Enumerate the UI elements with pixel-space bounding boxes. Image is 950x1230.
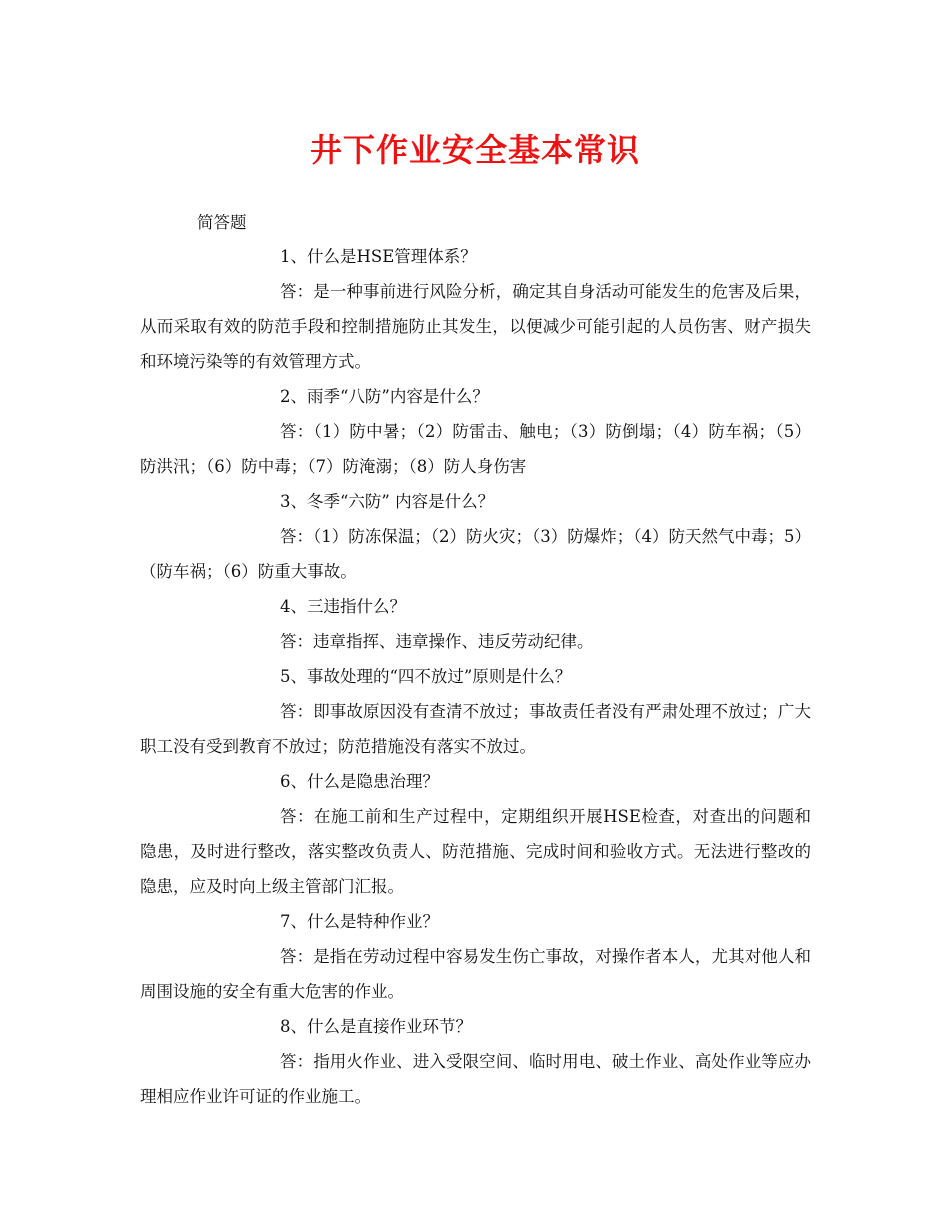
question-5: 5、事故处理的“四不放过”原则是什么？ bbox=[280, 667, 572, 686]
question-1: 1、什么是HSE管理体系？ bbox=[280, 247, 477, 266]
answer-5: 答：即事故原因没有查清不放过；事故责任者没有严肃处理不放过；广大职工没有受到教育不放过；防范措施没有落实不放过。 bbox=[140, 702, 811, 756]
qa-item-8 bbox=[140, 1009, 811, 1114]
qa-item-3 bbox=[140, 484, 811, 589]
qa-item-6 bbox=[140, 764, 811, 904]
answer-2: 答：（1）防中暑；（2）防雷击、触电；（3）防倒塌；（4）防车祸；（5）防洪汛；（6）防中毒；（7）防淹溺；（8）防人身伤害 bbox=[140, 422, 811, 476]
question-3: 3、冬季“六防” 内容是什么？ bbox=[280, 492, 495, 511]
qa-item-1 bbox=[140, 239, 811, 379]
question-8: 8、什么是直接作业环节？ bbox=[280, 1017, 472, 1036]
answer-6: 答：在施工前和生产过程中，定期组织开展HSE检查，对查出的问题和隐患，及时进行整改，落实整改负责人、防范措施、完成时间和验收方式。无法进行整改的隐患，应及时向上级主管部门汇报。 bbox=[140, 807, 811, 896]
qa-item-7 bbox=[140, 904, 811, 1009]
document-body bbox=[140, 207, 811, 1114]
answer-1: 答：是一种事前进行风险分析，确定其自身活动可能发生的危害及后果，从而采取有效的防范手段和控制措施防止其发生，以便减少可能引起的人员伤害、财产损失和环境污染等的有效管理方式。 bbox=[140, 282, 811, 371]
section-label: 简答题 bbox=[197, 213, 247, 232]
qa-item-5 bbox=[140, 659, 811, 764]
question-4: 4、三违指什么？ bbox=[280, 597, 406, 616]
question-2: 2、雨季“八防”内容是什么？ bbox=[280, 387, 489, 406]
answer-8: 答：指用火作业、进入受限空间、临时用电、破土作业、高处作业等应办理相应作业许可证的作业施工。 bbox=[140, 1052, 811, 1106]
qa-item-4 bbox=[140, 589, 811, 659]
answer-4: 答：违章指挥、违章操作、违反劳动纪律。 bbox=[280, 632, 594, 651]
question-6: 6、什么是隐患治理？ bbox=[280, 772, 439, 791]
qa-item-2 bbox=[140, 379, 811, 484]
document-title: 井下作业安全基本常识 bbox=[309, 131, 640, 169]
answer-3: 答：（1）防冻保温；（2）防火灾；（3）防爆炸；（4）防天然气中毒；5）（防车祸；（6）防重大事故。 bbox=[140, 527, 811, 581]
question-7: 7、什么是特种作业？ bbox=[280, 912, 439, 931]
answer-7: 答：是指在劳动过程中容易发生伤亡事故，对操作者本人，尤其对他人和周围设施的安全有重大危害的作业。 bbox=[140, 947, 811, 1001]
